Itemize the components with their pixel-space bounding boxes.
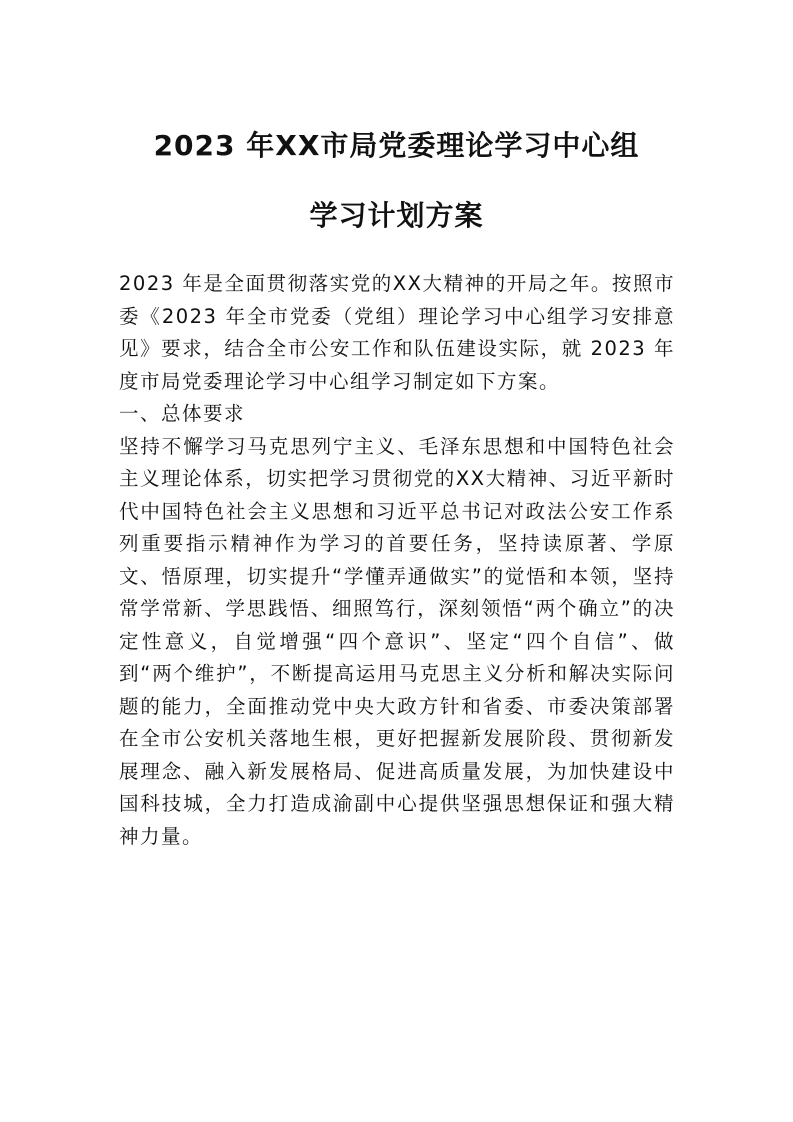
section-heading-general-requirements: 一、总体要求	[119, 402, 246, 425]
document-body	[119, 268, 675, 853]
intro-paragraph: 2023 年是全面贯彻落实党的XX大精神的开局之年。按照市委《2023 年全市党委（党组）理论学习中心组学习安排意见》要求，结合全市公安工作和队伍建设实际，就 2023 年度市局党委理论学习中心组学习制定如下方案。	[119, 272, 675, 393]
document-title-line-1: 2023 年XX市局党委理论学习中心组	[153, 129, 640, 162]
requirements-paragraph: 坚持不懈学习马克思列宁主义、毛泽东思想和中国特色社会主义理论体系，切实把学习贯彻党的XX大精神、习近平新时代中国特色社会主义思想和习近平总书记对政法公安工作系列重要指示精神作为学习的首要任务，坚持读原著、学原文、悟原理，切实提升“学懂弄通做实”的觉悟和本领，坚持常学常新、学思践悟、细照笃行，深刻领悟“两个确立”的决定性意义，自觉增强“四个意识”、坚定“四个自信”、做到“两个维护”，不断提高运用马克思主义分析和解决实际问题的能力，全面推动党中央大政方针和省委、市委决策部署在全市公安机关落地生根，更好把握新发展阶段、贯彻新发展理念、融入新发展格局、促进高质量发展，为加快建设中国科技城，全力打造成渝副中心提供坚强思想保证和强大精神力量。	[119, 434, 675, 848]
document-title-line-2: 学习计划方案	[309, 199, 484, 232]
